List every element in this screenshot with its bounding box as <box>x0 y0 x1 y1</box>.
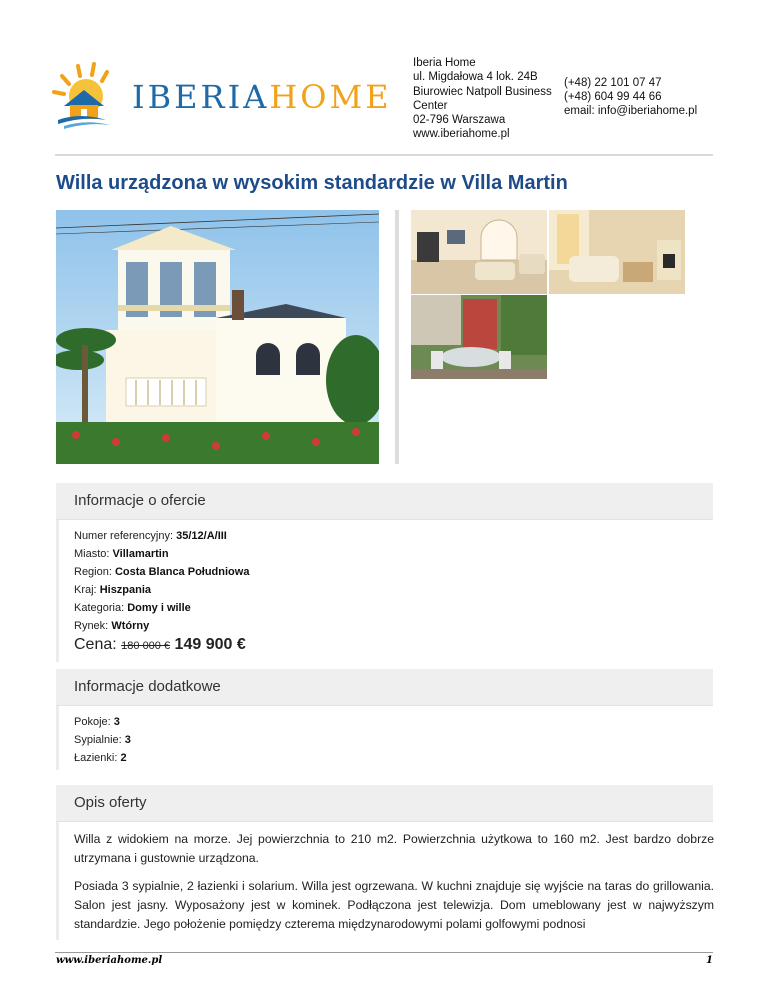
phone-1[interactable]: (+48) 22 101 07 47 <box>564 77 662 89</box>
row-value: Villamartin <box>112 548 169 560</box>
extra-row-bathrooms <box>74 752 127 764</box>
row-label: Łazienki: <box>74 752 118 764</box>
row-label: Miasto: <box>74 548 110 560</box>
offer-row-country <box>74 584 151 596</box>
row-label: Rynek: <box>74 620 109 632</box>
footer-divider <box>55 952 713 953</box>
row-value: 3 <box>113 716 120 728</box>
sun-house-icon <box>50 62 130 132</box>
row-label: Kategoria: <box>74 602 125 614</box>
row-value: 35/12/A/III <box>176 530 227 542</box>
row-label: Sypialnie: <box>74 734 122 746</box>
logo-part-home: HOME <box>269 78 392 116</box>
row-value: Wtórny <box>111 620 150 632</box>
price-label: Cena: <box>74 636 117 653</box>
extra-info-header <box>56 669 713 706</box>
price-new: 149 900 € <box>174 636 246 653</box>
logo-part-iberia: IBERIA <box>132 78 270 116</box>
footer-website[interactable]: www.iberiahome.pl <box>56 955 163 966</box>
row-value: Costa Blanca Południowa <box>114 566 250 578</box>
header-divider <box>55 154 713 156</box>
row-label: Region: <box>74 566 112 578</box>
iberiahome-logo <box>50 62 392 132</box>
description-body <box>56 822 714 940</box>
page-number: 1 <box>706 955 713 966</box>
address-line: ul. Migdałowa 4 lok. 24B <box>413 71 538 84</box>
interior-thumbnail[interactable] <box>411 210 547 294</box>
row-value: 3 <box>124 734 131 746</box>
offer-row-market <box>74 620 149 632</box>
row-value: 2 <box>120 752 127 764</box>
section-title: Opis oferty <box>74 794 147 811</box>
address-line: Iberia Home <box>413 57 476 69</box>
extra-row-rooms <box>74 716 120 728</box>
offer-info-header <box>56 483 713 520</box>
offer-info-body <box>56 520 250 662</box>
company-address <box>413 56 563 142</box>
terrace-thumbnail[interactable] <box>411 295 547 379</box>
row-label: Numer referencyjny: <box>74 530 174 542</box>
address-line: 02-796 Warszawa <box>413 114 506 127</box>
photo-separator <box>395 210 399 464</box>
description-paragraph: Posiada 3 sypialnie, 2 łazienki i solarium. Willa jest ogrzewana. W kuchni znajduje się wyjście na taras do grillowania. Salon jest jasny. Wyposażony jest w kominek. Podłączona jest telewizja. Dom umeblowany jest w najwyższym standardzie. Jego położenie pomiędzy czterema międzynarodowymi polami golfowymi podnosi <box>74 879 714 931</box>
description-paragraph: Willa z widokiem na morze. Jej powierzchnia to 210 m2. Powierzchnia użytkowa to 160 m2. Jest bardzo dobrze utrzymana i gustownie urządzona. <box>74 832 714 865</box>
listing-title: Willa urządzona w wysokim standardzie w Villa Martin <box>56 172 568 194</box>
offer-row-reference <box>74 530 227 542</box>
extra-info-body <box>56 706 131 770</box>
offer-row-category <box>74 602 191 614</box>
gallery-marker <box>411 375 412 376</box>
offer-row-city <box>74 548 169 560</box>
section-title: Informacje dodatkowe <box>74 678 221 695</box>
offer-price <box>74 636 246 654</box>
section-title: Informacje o ofercie <box>74 492 206 509</box>
company-contact <box>564 76 697 118</box>
villa-main-photo[interactable] <box>56 210 379 464</box>
row-label: Kraj: <box>74 584 97 596</box>
row-value: Hiszpania <box>99 584 152 596</box>
row-value: Domy i wille <box>127 602 191 614</box>
website-link[interactable]: www.iberiahome.pl <box>413 128 510 141</box>
offer-row-region <box>74 566 249 578</box>
phone-2[interactable]: (+48) 604 99 44 66 <box>564 91 662 103</box>
extra-row-bedrooms <box>74 734 131 746</box>
row-label: Pokoje: <box>74 716 111 728</box>
address-line: Biurowiec Natpoll Business Center <box>413 85 552 112</box>
living-room-thumbnail[interactable] <box>549 210 685 294</box>
logo-wordmark <box>132 78 392 116</box>
description-header <box>56 785 713 822</box>
price-old: 180 000 € <box>121 640 171 652</box>
email-link[interactable]: email: info@iberiahome.pl <box>564 105 698 117</box>
